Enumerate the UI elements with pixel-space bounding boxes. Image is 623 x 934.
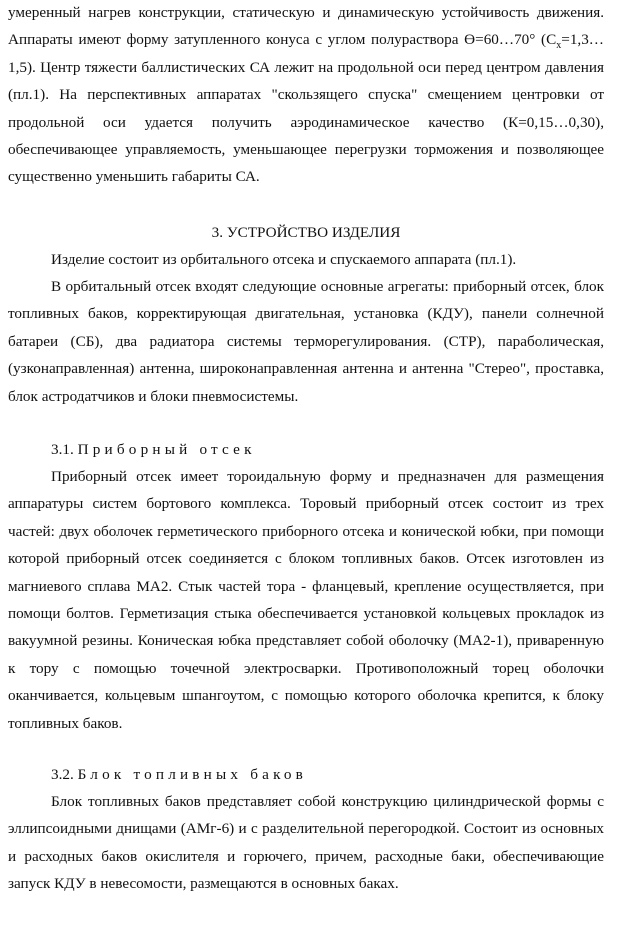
- section-3-2-title: Блок топливных баков: [77, 766, 308, 783]
- intro-text-end: =1,3…1,5). Центр тяжести баллистических СА лежит на продольной оси перед центром давления (пл.1). На перспективных аппаратах "скользящего спуска" смещением центровки от продольной оси удается получить аэродинамическое качество (К=0,15…0,30), обеспечивающее управляемость, уменьшающее перегрузки торможения и позволяющее существенно уменьшить габариты СА.: [8, 31, 604, 186]
- section-3-paragraph-1: Изделие состоит из орбитального отсека и спускаемого аппарата (пл.1).: [51, 251, 517, 268]
- section-3-2-heading: [51, 761, 307, 788]
- intro-subscript: x: [556, 40, 562, 52]
- section-3-2-number: 3.2.: [51, 766, 74, 783]
- section-3-2-paragraph: Блок топливных баков представляет собой конструкцию цилиндрической формы с эллипсоидными днищами (АМг-6) и с разделительной перегородкой. Состоит из основных и расходных баков окислителя и горючего, причем, расходные баки, обеспечивающие запуск КДУ в невесомости, размещаются в основных баках.: [8, 793, 604, 893]
- section-3-1-title: Приборный отсек: [77, 441, 256, 458]
- section-3-paragraph-2: В орбитальный отсек входят следующие основные агрегаты: приборный отсек, блок топливных баков, корректирующая двигательная, установка (КДУ), панели солнечной батареи (СБ), два радиатора системы терморегулирования. (СТР), параболическая, (узконаправленная) антенна, широконаправленная антенна и антенна "Стерео", проставка, блок астродатчиков и блоки пневмосистемы.: [8, 278, 604, 405]
- intro-text-start: умеренный нагрев конструкции, статическую и динамическую устойчивость движения. Аппараты имеют форму затупленного конуса с углом полураствора ϴ=60…70° (C: [8, 4, 604, 49]
- section-3-1-paragraph: Приборный отсек имеет тороидальную форму и предназначен для размещения аппаратуры систем бортового комплекса. Торовый приборный отсек состоит из трех частей: двух оболочек герметического приборного отсека и конической юбки, при помощи которой приборный отсек соединяется с блоком топливных баков. Отсек изготовлен из магниевого сплава МА2. Стык частей тора - фланцевый, крепление осуществляется, при помощи болтов. Герметизация стыка обеспечивается установкой кольцевых прокладок из вакуумной резины. Коническая юбка представляет собой оболочку (МА2-1), приваренную к тору с помощью точечной электросварки. Противоположный торец оболочки оканчивается, кольцевым шпангоутом, с помощью которого оболочка крепится, к блоку топливных баков.: [8, 468, 604, 732]
- section-3-heading: 3. УСТРОЙСТВО ИЗДЕЛИЯ: [211, 224, 401, 241]
- section-3-1-number: 3.1.: [51, 441, 74, 458]
- intro-paragraph: [8, 0, 604, 191]
- section-3-1-heading: [51, 436, 256, 463]
